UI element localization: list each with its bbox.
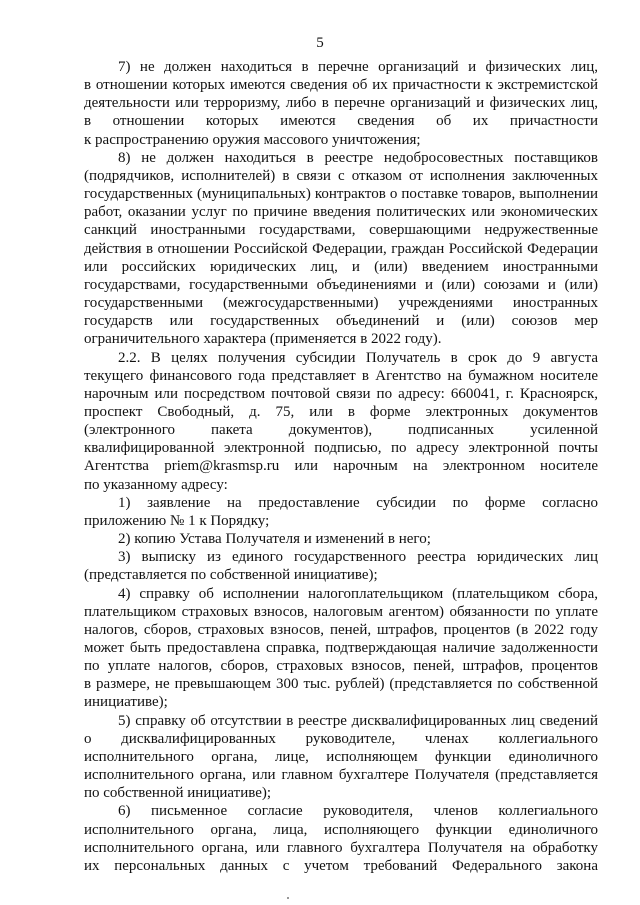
paragraph-section-2-2 xyxy=(84,349,598,494)
text-line: нарочным или посредством почтовой связи по адресу: 660041, г. Красноярск, xyxy=(84,385,598,402)
text-line: государственными (межгосударственными) учреждениями иностранных xyxy=(84,295,598,312)
text-line: (представляется по собственной инициативе); xyxy=(84,567,378,584)
text-line: 1) заявление на предоставление субсидии по форме согласно xyxy=(118,494,598,511)
text-line: (подрядчиков, исполнителей) в связи с отказом от исполнения заключенных xyxy=(84,167,598,184)
text-line: Агентства priem@krasmsp.ru или нарочным на электронном носителе xyxy=(84,458,598,475)
text-line: 5) справку об отсутствии в реестре дисквалифицированных лиц сведений xyxy=(118,712,598,729)
text-line: деятельности или терроризму, либо в перечне организаций и физических лиц, xyxy=(84,95,598,112)
text-line: может быть предоставлена справка, подтверждающая наличие задолженности xyxy=(84,640,598,656)
text-line: в отношении которых имеются сведения об их причастности к экстремистской xyxy=(84,77,598,94)
list-item-3 xyxy=(84,548,598,584)
text-line: ограничительного характера (применяется в 2022 году). xyxy=(84,331,442,348)
text-line: 2.2. В целях получения субсидии Получатель в срок до 9 августа xyxy=(118,349,598,366)
text-line: (электронного пакета документов), подписанных усиленной xyxy=(84,422,598,439)
text-line: квалифицированной электронной подписью, по адресу электронной почты xyxy=(84,440,598,457)
text-line: в размере, не превышающем 300 тыс. рублей) (представляется по собственной xyxy=(84,676,598,693)
text-line: исполнительного органа, лице, исполняющем функции единоличного xyxy=(84,748,598,765)
paragraph-item-8 xyxy=(84,149,598,349)
text-line: государств или государственных объединений и (или) союзов мер xyxy=(84,313,598,330)
text-line: по уплате налогов, сборов, страховых взносов, пеней, штрафов, процентов xyxy=(84,658,598,675)
text-line: 2) копию Устава Получателя и изменений в него; xyxy=(118,531,431,548)
text-line: работ, оказании услуг по причине введения политических или экономических xyxy=(84,204,598,221)
scan-speck xyxy=(287,897,289,899)
list-item-1 xyxy=(84,494,598,530)
text-line: приложению № 1 к Порядку; xyxy=(84,512,270,529)
text-line: в отношении которых имеются сведения об их причастности xyxy=(84,113,598,130)
text-line: исполнительного органа, лица, исполняющего функции единоличного xyxy=(84,821,598,838)
text-line: 4) справку об исполнении налогоплательщиком (плательщиком сбора, xyxy=(118,585,598,602)
text-line: о дисквалифицированных руководителе, членах коллегиального xyxy=(84,730,598,747)
text-line: их персональных данных с учетом требований Федерального закона xyxy=(84,857,598,874)
page-number: 5 xyxy=(316,35,324,51)
document-body xyxy=(84,58,598,875)
text-line: 8) не должен находиться в реестре недобросовестных поставщиков xyxy=(118,149,598,166)
paragraph-item-7 xyxy=(84,58,598,149)
list-item-5 xyxy=(84,712,598,803)
list-item-2 xyxy=(84,530,598,548)
text-line: государствами, государственными объединениями и (или) союзами и (или) xyxy=(84,276,598,293)
text-line: 6) письменное согласие руководителя, членов коллегиального xyxy=(118,803,598,820)
text-line: 7) не должен находиться в перечне организаций и физических лиц, xyxy=(118,59,598,75)
text-line: исполнительного органа, или главном бухгалтере Получателя (представляется xyxy=(84,767,598,784)
text-line: налогов, сборов, страховых взносов, пеней, штрафов, процентов (в 2022 году xyxy=(84,621,598,638)
text-line: проспект Свободный, д. 75, или в форме электронных документов xyxy=(84,403,598,420)
text-line: 3) выписку из единого государственного реестра юридических лиц xyxy=(118,549,598,566)
list-item-4 xyxy=(84,585,598,712)
text-line: плательщиком страховых взносов, налоговым агентом) обязанности по уплате xyxy=(84,603,598,620)
text-line: государственных (муниципальных) контрактов о поставке товаров, выполнении xyxy=(84,186,598,203)
text-line: санкций иностранными государствами, совершающими недружественные xyxy=(84,222,598,239)
text-line: по собственной инициативе); xyxy=(84,785,272,802)
text-line: текущего финансового года представляет в Агентство на бумажном носителе xyxy=(84,367,598,384)
list-item-6 xyxy=(84,802,598,875)
text-line: инициативе); xyxy=(84,694,168,711)
text-line: действия в отношении Российской Федерации, граждан Российской Федерации xyxy=(84,240,598,257)
text-line: исполнительного органа, или главного бухгалтера Получателя на обработку xyxy=(84,839,598,856)
text-line: к распространению оружия массового уничтожения; xyxy=(84,131,421,148)
text-line: или российских юридических лиц, и (или) введением иностранными xyxy=(84,258,598,275)
text-line: по указанному адресу: xyxy=(84,476,228,493)
